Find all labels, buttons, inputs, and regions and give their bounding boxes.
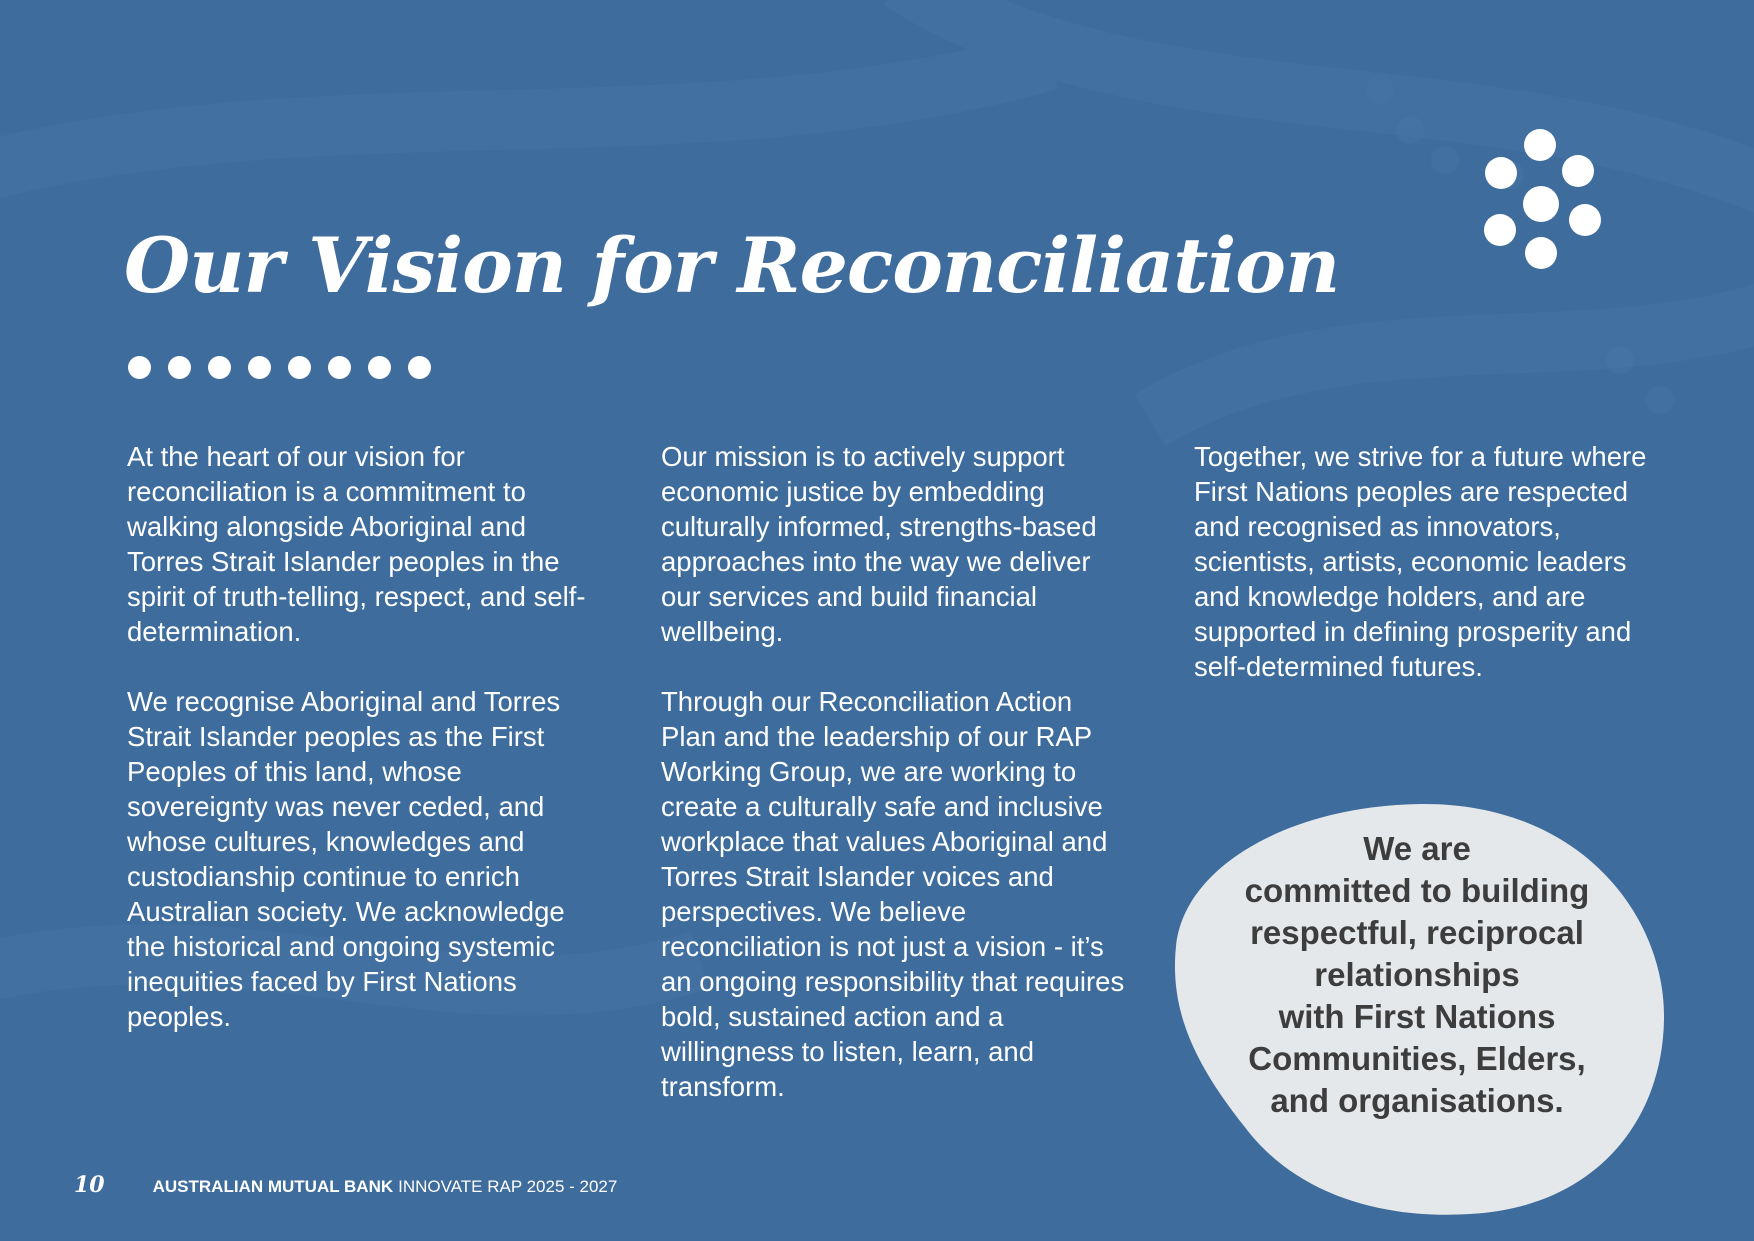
title-dot (128, 356, 151, 379)
title-dot (288, 356, 311, 379)
page-title: Our Vision for Reconciliation (124, 221, 1340, 310)
callout-line: with First Nations (1278, 998, 1556, 1035)
column-1 (127, 439, 597, 1069)
callout-line: We are (1363, 830, 1471, 867)
title-dot (368, 356, 391, 379)
page-number: 10 (74, 1172, 105, 1198)
paragraph: We recognise Aboriginal and Torres Strait Islander peoples as the First Peoples of this land, whose sovereignty was never ceded, and whose cultures, knowledges and custodianship continue to enrich Australian society. We acknowledge the historical and ongoing systemic inequities faced by First Nations peoples. (127, 686, 565, 1032)
title-dot-row (128, 356, 431, 379)
callout-line: relationships (1314, 956, 1520, 993)
callout-line: respectful, reciprocal (1250, 914, 1584, 951)
callout-line: committed to building (1244, 872, 1590, 909)
paragraph: At the heart of our vision for reconciliation is a commitment to walking alongside Aboriginal and Torres Strait Islander peoples in the spirit of truth-telling, respect, and self-determination. (127, 441, 586, 647)
paragraph: Through our Reconciliation Action Plan and the leadership of our RAP Working Group, we are working to create a culturally safe and inclusive workplace that values Aboriginal and Torres Strait Islander voices and perspectives. We believe reconciliation is not just a vision - it’s an ongoing responsibility that requires bold, sustained action and a willingness to listen, learn, and transform. (661, 686, 1125, 1102)
title-dot (168, 356, 191, 379)
title-dot (248, 356, 271, 379)
paragraph: Our mission is to actively support economic justice by embedding culturally informed, strengths-based approaches into the way we deliver our services and build financial wellbeing. (661, 441, 1097, 647)
footer-document-name: INNOVATE RAP 2025 - 2027 (398, 1177, 618, 1196)
title-dot (408, 356, 431, 379)
callout-line: Communities, Elders, (1248, 1040, 1586, 1077)
column-3 (1194, 439, 1664, 719)
paragraph: Together, we strive for a future where First Nations peoples are respected and recognised as innovators, scientists, artists, economic leaders and knowledge holders, and are supported in defining prosperity and self-determined futures. (1194, 441, 1647, 682)
page-footer (74, 1172, 617, 1198)
column-2 (661, 439, 1131, 1139)
footer-brand: AUSTRALIAN MUTUAL BANK (152, 1177, 394, 1196)
callout-text (1205, 828, 1629, 1122)
title-dot (208, 356, 231, 379)
callout-line: and organisations. (1270, 1082, 1564, 1119)
title-dot (328, 356, 351, 379)
dot-cluster-icon (1478, 126, 1608, 272)
